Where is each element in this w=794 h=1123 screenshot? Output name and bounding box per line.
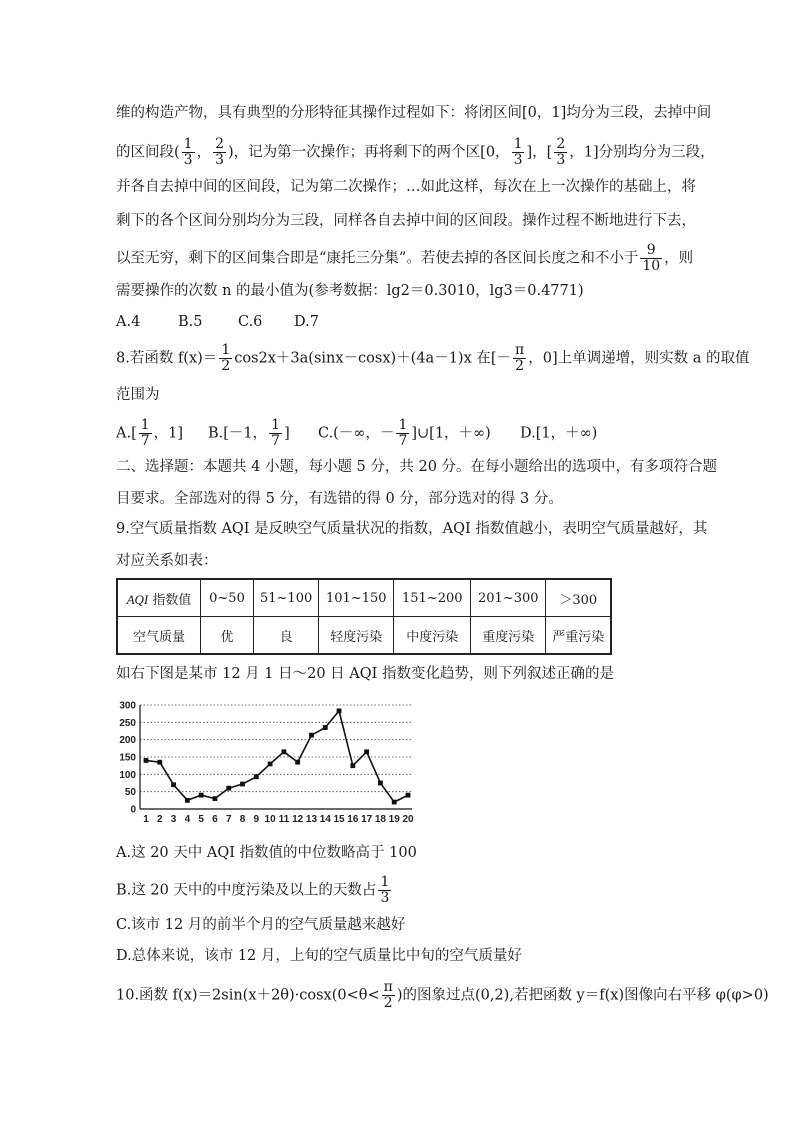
data-point	[392, 800, 397, 805]
x-tick-label: 4	[184, 814, 191, 825]
series-line	[146, 711, 408, 802]
table-cell: 良	[254, 617, 319, 655]
table-row	[117, 579, 611, 617]
data-point	[337, 708, 342, 713]
data-point	[213, 796, 218, 801]
fraction: $\frac{1}{3}$	[183, 136, 193, 168]
data-point	[281, 749, 286, 754]
option-d: D.[1，＋∞)	[520, 425, 598, 442]
q7-line-1: 维的构造产物，具有典型的分形特征其操作过程如下：将闭区间[0，1]均分为三段，去掉中间	[116, 105, 712, 121]
data-point	[295, 760, 300, 765]
q8-line-2: 范围为	[116, 387, 160, 403]
q7-line-5: 以至无穷，剩下的区间集合即是“康托三分集”。若使去掉的各区间长度之和不小于 $\frac{9}{10}$ ，则	[116, 242, 694, 274]
q7-options	[116, 312, 319, 332]
y-tick-label: 150	[119, 752, 136, 764]
table-cell: 201~300	[471, 579, 546, 617]
y-tick-label: 300	[119, 700, 136, 712]
q9-option-a: A.这 20 天中 AQI 指数值的中位数略高于 100	[116, 845, 417, 861]
x-tick-label: 12	[292, 814, 304, 825]
x-tick-label: 19	[388, 814, 400, 825]
data-point	[323, 725, 328, 730]
option: D.7	[294, 314, 319, 330]
x-tick-label: 14	[319, 814, 331, 825]
x-tick-label: 10	[264, 814, 276, 825]
fraction: $\frac{\pi}{2}$	[383, 979, 393, 1011]
table-cell: 101~150	[319, 579, 394, 617]
y-tick-label: 50	[124, 787, 136, 799]
data-point	[144, 758, 149, 763]
table-cell: 轻度污染	[319, 617, 394, 655]
table-cell: 51~100	[254, 579, 319, 617]
x-tick-label: 6	[212, 814, 218, 825]
x-tick-label: 15	[333, 814, 345, 825]
data-point	[364, 749, 369, 754]
fraction: $\frac{1}{2}$	[221, 342, 231, 374]
x-tick-label: 9	[253, 814, 260, 825]
q8-line-1: 8.若函数 f(x)＝ $\frac{1}{2}$ cos2x＋3a(sinx－cosx)＋(4a－1)x 在[－ $\frac{\pi}{2}$ ，0]上单调递增，则实数 a 的取值	[116, 342, 750, 374]
table-cell: 重度污染	[471, 617, 546, 655]
data-point	[185, 798, 190, 803]
option: B.5	[178, 314, 203, 330]
q9-line-3: 如右下图是某市 12 月 1 日～20 日 AQI 指数变化趋势，则下列叙述正确的是	[116, 666, 614, 682]
option-b: B.[－1， $\frac{1}{7}$ ]	[208, 417, 290, 449]
q9-option-b: B.这 20 天中的中度污染及以上的天数占 $\frac{1}{3}$	[116, 874, 390, 906]
x-tick-label: 11	[278, 814, 290, 825]
table-cell: 优	[201, 617, 254, 655]
q8-options	[116, 418, 597, 449]
x-tick-label: 13	[305, 814, 318, 825]
data-point	[157, 760, 162, 765]
x-tick-label: 1	[143, 814, 149, 825]
table-cell: 151~200	[394, 579, 471, 617]
x-tick-label: 2	[157, 814, 163, 825]
fraction: $\frac{9}{10}$	[642, 242, 661, 274]
fraction: $\frac{2}{3}$	[556, 136, 566, 168]
table-cell: 严重污染	[546, 617, 612, 655]
data-point	[171, 782, 176, 787]
x-tick-label: 7	[225, 814, 232, 825]
data-point	[378, 781, 383, 786]
table-header-cell: AQI 指数值	[117, 579, 201, 617]
x-tick-label: 8	[239, 814, 246, 825]
option: C.6	[238, 314, 263, 330]
option: A.4	[116, 314, 141, 330]
q9-line-2: 对应关系如表：	[116, 553, 218, 569]
q7-line-2: 的区间段( $\frac{1}{3}$ ， $\frac{2}{3}$ )，记为第一次操作；再将剩下的两个区[0， $\frac{1}{3}$ ]，[ $\frac{2}{3}$ ，1]分别均分为三段，	[116, 136, 715, 168]
x-tick-label: 18	[374, 814, 386, 825]
fraction: $\frac{1}{3}$	[513, 136, 523, 168]
aqi-line-chart	[114, 697, 424, 832]
table-cell: 0~50	[201, 579, 254, 617]
option-a: A.[ $\frac{1}{7}$ ，1]	[116, 417, 184, 449]
x-tick-label: 20	[402, 814, 414, 825]
x-tick-label: 5	[198, 814, 204, 825]
data-point	[406, 793, 411, 798]
fraction: $\frac{\pi}{2}$	[515, 342, 525, 374]
section-heading-2: 目要求。全部选对的得 5 分，有选错的得 0 分，部分选对的得 3 分。	[116, 491, 563, 507]
data-point	[254, 774, 259, 779]
table-cell: ＞300	[546, 579, 612, 617]
fraction: $\frac{2}{3}$	[215, 136, 225, 168]
x-tick-label: 17	[361, 814, 373, 825]
table-row	[117, 617, 611, 655]
data-point	[240, 782, 245, 787]
data-point	[268, 762, 273, 767]
q7-line-6: 需要操作的次数 n 的最小值为(参考数据：lg2＝0.3010，lg3＝0.4771)	[116, 283, 584, 299]
data-point	[226, 786, 231, 791]
data-point	[199, 793, 204, 798]
q9-line-1: 9.空气质量指数 AQI 是反映空气质量状况的指数，AQI 指数值越小，表明空气质量越好，其	[116, 521, 708, 537]
fraction: $\frac{1}{3}$	[380, 874, 390, 906]
aqi-table	[116, 578, 612, 655]
x-tick-label: 16	[347, 814, 359, 825]
section-heading-1: 二、选择题：本题共 4 小题，每小题 5 分，共 20 分。在每小题给出的选项中，有多项符合题	[116, 459, 718, 475]
y-tick-label: 250	[119, 717, 136, 729]
table-header-cell: 空气质量	[117, 617, 201, 655]
x-tick-label: 3	[170, 814, 177, 825]
q7-line-3: 并各自去掉中间的区间段，记为第二次操作；…如此这样，每次在上一次操作的基础上，将	[116, 179, 696, 195]
q9-option-c: C.该市 12 月的前半个月的空气质量越来越好	[116, 917, 406, 933]
data-point	[309, 733, 314, 738]
y-tick-label: 0	[130, 804, 136, 816]
y-tick-label: 200	[119, 735, 136, 747]
table-cell: 中度污染	[394, 617, 471, 655]
q10-line-1: 10.函数 f(x)＝2sin(x＋2θ)·cosx(0<θ< $\frac{\pi}{2}$ )的图象过点(0,2),若把函数 y＝f(x)图像向右平移 φ(φ>0)	[116, 979, 769, 1011]
y-tick-label: 100	[119, 769, 136, 781]
option-c: C.(－∞，－ $\frac{1}{7}$ ]∪[1，＋∞)	[318, 417, 491, 449]
data-point	[350, 763, 355, 768]
q9-option-d: D.总体来说，该市 12 月，上旬的空气质量比中旬的空气质量好	[116, 948, 522, 964]
q7-line-4: 剩下的各个区间分别均分为三段，同样各自去掉中间的区间段。操作过程不断地进行下去，	[116, 213, 696, 229]
